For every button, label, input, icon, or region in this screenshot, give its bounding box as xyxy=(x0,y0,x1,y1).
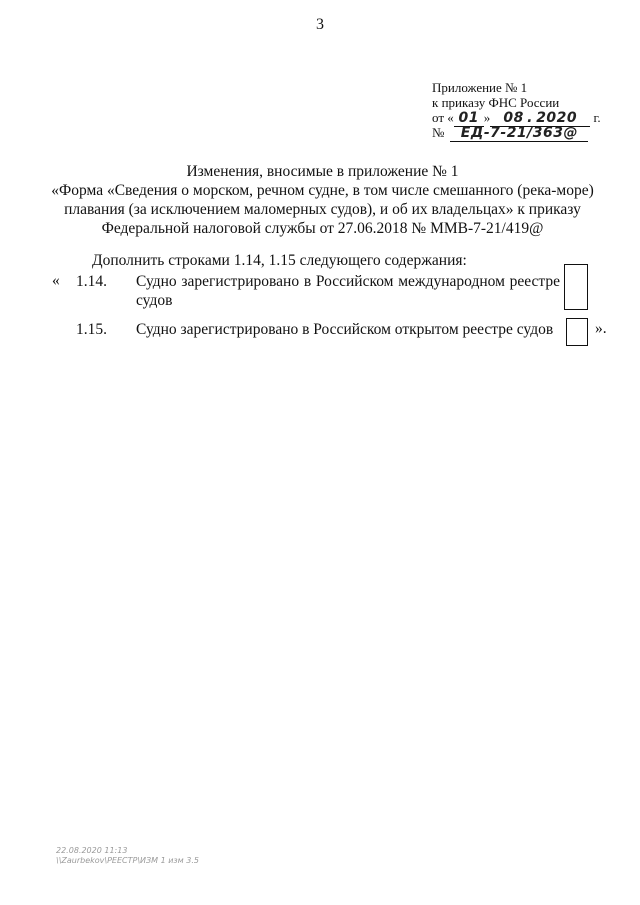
date-day: 01 xyxy=(454,111,484,127)
opening-quote: « xyxy=(52,272,60,289)
row-text: Судно зарегистрировано в Российском открытом реестре судов xyxy=(136,321,554,338)
row-1-15 xyxy=(0,320,640,342)
date-month: 08 xyxy=(503,110,524,126)
date-mid: » xyxy=(483,110,491,125)
appendix-title: Приложение № 1 xyxy=(432,80,528,95)
row-number: 1.15. xyxy=(76,321,107,338)
date-dot: . xyxy=(527,110,533,126)
row-number: 1.14. xyxy=(76,273,107,290)
page-number: 3 xyxy=(316,16,324,33)
title-line-1: Изменения, вносимые в приложение № 1 xyxy=(186,163,459,180)
date-year: 2020 xyxy=(536,110,578,126)
footer-stamp xyxy=(56,846,199,866)
row-text-line-2: судов xyxy=(136,292,173,309)
title-line-4: Федеральной налоговой службы от 27.06.2018 № ММВ-7-21/419@ xyxy=(101,220,544,237)
appendix-order-ref: к приказу ФНС России xyxy=(432,95,560,110)
number-prefix: № xyxy=(432,125,445,140)
title-line-3: плавания (за исключением маломерных судов), и об их владельцах» к приказу xyxy=(64,201,581,218)
row-text-line-1: Судно зарегистрировано в Российском международном реестре xyxy=(136,273,560,290)
intro-text: Дополнить строками 1.14, 1.15 следующего содержания: xyxy=(92,252,467,269)
row-1-14 xyxy=(0,272,640,312)
checkbox-1-14[interactable] xyxy=(564,264,588,310)
footer-line-2: \\Zaurbekov\РЕЕСТР\ИЗМ 1 изм 3.5 xyxy=(56,856,199,865)
date-suffix: г. xyxy=(593,110,601,125)
document-title xyxy=(40,162,605,238)
closing-quote: ». xyxy=(595,320,607,337)
title-line-2: «Форма «Сведения о морском, речном судне, в том числе смешанного (река-море) xyxy=(51,182,594,199)
appendix-number-line xyxy=(432,125,612,140)
appendix-date-line xyxy=(432,110,612,125)
date-prefix: от « xyxy=(432,110,454,125)
row-text xyxy=(136,272,560,310)
appendix-block xyxy=(432,80,612,140)
order-number: ЕД-7-21/363@ xyxy=(450,126,588,142)
checkbox-1-15[interactable] xyxy=(566,318,588,346)
footer-line-1: 22.08.2020 11:13 xyxy=(56,846,128,855)
